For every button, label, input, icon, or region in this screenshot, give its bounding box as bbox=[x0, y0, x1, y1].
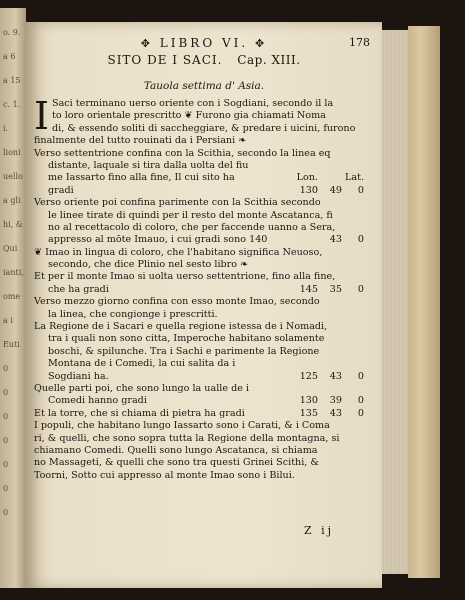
text-line bbox=[34, 383, 364, 395]
text-line bbox=[34, 247, 364, 259]
previous-page-fragment: 0 bbox=[3, 436, 9, 445]
degree-minutes bbox=[342, 309, 364, 321]
text-line-content: ❦ Imao in lingua di coloro, che l'habitano significa Neuoso, bbox=[34, 246, 323, 258]
signature-mark: Z ij bbox=[304, 524, 335, 537]
previous-page-fragment: lioni bbox=[3, 148, 21, 157]
text-line: finalmente del tutto rouinati da i Persiani ❧ bbox=[34, 135, 247, 147]
chapter-subtitle: SITO DE I SACI. bbox=[107, 53, 223, 67]
text-line-content: Et la torre, che si chiama di pietra ha gradi bbox=[34, 407, 245, 419]
text-line-content: Toorni, Sotto cui appresso al monte Imao sono i Bilui. bbox=[34, 469, 295, 481]
degree-minutes bbox=[342, 383, 364, 395]
degree-latitude bbox=[318, 309, 342, 321]
degree-longitude bbox=[333, 210, 344, 222]
text-line bbox=[34, 470, 364, 482]
text-line-content: gradi bbox=[48, 184, 74, 196]
degree-latitude bbox=[335, 346, 350, 358]
degree-latitude bbox=[342, 420, 353, 432]
previous-page-fragment: ome bbox=[3, 292, 21, 301]
previous-page-fragment: 0 bbox=[3, 364, 9, 373]
text-line-content: secondo, che dice Plinio nel sesto libro ❧ bbox=[48, 259, 249, 271]
text-line: to loro orientale prescritto ❦ Furono gia chiamati Noma bbox=[52, 110, 326, 122]
previous-page-fragment: 0 bbox=[3, 508, 9, 517]
degree-latitude: 43 bbox=[329, 234, 342, 246]
previous-page-fragment: Qui bbox=[3, 244, 18, 253]
degree-latitude: 43 bbox=[329, 407, 342, 419]
text-line bbox=[34, 284, 364, 296]
previous-page-fragment: uello bbox=[3, 172, 23, 181]
text-line bbox=[34, 433, 364, 445]
text-line bbox=[34, 234, 364, 246]
degree-latitude bbox=[346, 222, 356, 234]
degree-latitude bbox=[335, 457, 350, 469]
text-line bbox=[34, 185, 364, 197]
text-line-content: Verso oriente poi confina parimente con la Scithia secondo bbox=[34, 197, 321, 209]
text-line bbox=[34, 420, 364, 432]
degree-minutes bbox=[354, 210, 364, 222]
text-line bbox=[34, 333, 364, 345]
text-line bbox=[34, 321, 364, 333]
degree-latitude bbox=[344, 210, 354, 222]
degree-longitude bbox=[320, 296, 336, 308]
degree-latitude bbox=[348, 433, 356, 445]
degree-latitude bbox=[318, 358, 342, 370]
text-line-content: Et per il monte Imao si uolta uerso settentrione, fino alla fine, bbox=[34, 271, 336, 283]
previous-page-fragment: 0 bbox=[3, 388, 9, 397]
degree-longitude bbox=[319, 457, 335, 469]
previous-page-fragment: a 15 bbox=[3, 76, 21, 85]
degree-minutes: 0 bbox=[357, 395, 364, 407]
text-line bbox=[34, 210, 364, 222]
degree-longitude bbox=[292, 234, 318, 246]
previous-page-fragment: 0 bbox=[3, 484, 9, 493]
running-title: LIBRO VI. bbox=[159, 36, 249, 50]
text-line bbox=[34, 395, 364, 407]
previous-page-fragment: c. 1. bbox=[3, 100, 21, 109]
text-line bbox=[34, 445, 364, 457]
text-line bbox=[34, 222, 364, 234]
degree-latitude: 35 bbox=[329, 283, 342, 295]
chapter-number: Cap. XIII. bbox=[237, 53, 301, 67]
degree-latitude bbox=[346, 271, 356, 283]
text-line bbox=[34, 296, 364, 308]
text-line-content: Comedi hanno gradi bbox=[48, 395, 147, 407]
text-line bbox=[34, 259, 364, 271]
text-line: Saci terminano uerso oriente con i Sogdiani, secondo il la bbox=[52, 98, 334, 109]
previous-page-fragment: 0 bbox=[3, 412, 9, 421]
book-page bbox=[26, 22, 382, 588]
degree-minutes bbox=[357, 433, 365, 445]
degree-longitude bbox=[292, 309, 318, 321]
previous-page-fragment: ianti, bbox=[3, 268, 24, 277]
degree-minutes bbox=[350, 457, 364, 469]
degree-longitude bbox=[318, 445, 335, 457]
degree-longitude bbox=[335, 222, 345, 234]
degree-longitude bbox=[292, 383, 318, 395]
degree-longitude bbox=[324, 333, 338, 345]
text-line-content: la linea, che congionge i prescritti. bbox=[48, 308, 218, 320]
degree-longitude: 125 bbox=[299, 370, 318, 382]
previous-page-fragment: a i bbox=[3, 316, 13, 325]
degree-latitude bbox=[336, 197, 350, 209]
degree-minutes: 0 bbox=[357, 407, 364, 419]
text-line-content: me Iassarto fino alla fine, Il cui sito ha bbox=[48, 172, 235, 184]
text-line: distante, laquale si tira dalla uolta del fiu bbox=[48, 159, 249, 171]
text-line bbox=[34, 271, 364, 283]
previous-page-fragment: Euti bbox=[3, 340, 20, 349]
text-line: Verso settentrione confina con la Scithia, secondo la linea eq bbox=[34, 147, 331, 159]
previous-page-fragment: 0 bbox=[3, 460, 9, 469]
text-line-content: Quelle parti poi, che sono lungo la ualle de i bbox=[34, 382, 250, 394]
page-body bbox=[34, 94, 364, 482]
text-line: di, & essendo soliti di saccheggiare, & predare i uicini, furono bbox=[52, 122, 356, 134]
degree-minutes bbox=[343, 470, 364, 482]
degree-latitude: 39 bbox=[329, 395, 342, 407]
degree-minutes bbox=[352, 333, 364, 345]
previous-page-fragment: i. bbox=[3, 124, 9, 133]
degree-latitude bbox=[320, 470, 343, 482]
degree-longitude bbox=[335, 271, 345, 283]
text-line-content: tra i quali non sono citta, Imperoche habitano solamente bbox=[48, 333, 325, 345]
degree-longitude bbox=[319, 346, 335, 358]
text-line-content: ri, & quelli, che sono sopra tutta la Regione della montagna, si bbox=[34, 432, 340, 444]
text-line bbox=[34, 457, 364, 469]
degree-minutes: 0 bbox=[357, 234, 364, 246]
text-line bbox=[34, 358, 364, 370]
latitude-header: Lat. bbox=[345, 172, 364, 184]
degree-longitude bbox=[327, 321, 340, 333]
degree-latitude: 43 bbox=[329, 370, 342, 382]
text-line-content: Montana de i Comedi, la cui salita da i bbox=[48, 358, 236, 370]
degree-minutes bbox=[350, 346, 364, 358]
ornament-left: ✥ bbox=[140, 37, 153, 50]
degree-minutes bbox=[355, 271, 364, 283]
degree-minutes bbox=[353, 321, 364, 333]
text-line-content: chiamano Comedi. Quelli sono lungo Ascatanca, si chiama bbox=[34, 444, 318, 456]
degree-longitude: 130 bbox=[299, 184, 318, 196]
text-line-content: Sogdiani ha. bbox=[48, 370, 109, 382]
degree-minutes bbox=[342, 259, 364, 271]
previous-page-fragment: a 6 bbox=[3, 52, 16, 61]
degree-minutes bbox=[351, 247, 364, 259]
text-line-content: Verso mezzo giorno confina con esso monte Imao, secondo bbox=[34, 296, 320, 308]
degree-longitude: 130 bbox=[299, 395, 318, 407]
degree-minutes bbox=[350, 296, 364, 308]
degree-latitude bbox=[337, 247, 351, 259]
degree-latitude bbox=[339, 333, 352, 345]
degree-longitude bbox=[339, 433, 348, 445]
longitude-header: Lon. bbox=[296, 172, 318, 184]
degree-minutes bbox=[342, 358, 364, 370]
running-header bbox=[26, 36, 382, 50]
chapter-heading bbox=[26, 53, 382, 67]
degree-minutes bbox=[355, 222, 364, 234]
text-line bbox=[34, 371, 364, 383]
degree-longitude bbox=[295, 470, 320, 482]
text-line-content: boschi, & spilunche. Tra i Sachi e parimente la Regione bbox=[48, 345, 320, 357]
drop-cap: I bbox=[34, 94, 50, 138]
degree-latitude bbox=[318, 383, 342, 395]
text-line bbox=[34, 197, 364, 209]
degree-latitude bbox=[336, 296, 351, 308]
page-edges bbox=[382, 30, 408, 574]
degree-longitude bbox=[322, 247, 337, 259]
degree-minutes: 0 bbox=[357, 283, 364, 295]
degree-longitude bbox=[330, 420, 342, 432]
degree-longitude bbox=[321, 197, 337, 209]
degree-latitude bbox=[340, 321, 352, 333]
text-line-content: le linee tirate di quindi per il resto del monte Ascatanca, fi bbox=[48, 209, 333, 221]
degree-minutes: 0 bbox=[357, 370, 364, 382]
degree-latitude: 49 bbox=[329, 184, 342, 196]
text-line-content: La Regione de i Sacari e quella regione istessa de i Nomadi, bbox=[34, 321, 328, 333]
degree-minutes bbox=[350, 445, 364, 457]
degree-latitude bbox=[334, 445, 349, 457]
text-line-content: no Massageti, & quelli che sono tra questi Grinei Scithi, & bbox=[34, 457, 319, 469]
text-line-content: no al recettacolo di coloro, che per faccende uanno a Sera, bbox=[48, 221, 336, 233]
degree-minutes bbox=[351, 197, 364, 209]
text-line-content: appresso al mōte Imauo, i cui gradi sono 140 bbox=[48, 234, 268, 246]
text-line-content: che ha gradi bbox=[48, 283, 109, 295]
degree-longitude: 145 bbox=[299, 283, 318, 295]
ornament-right: ✥ bbox=[255, 37, 268, 50]
degree-latitude bbox=[318, 259, 342, 271]
degree-longitude bbox=[292, 259, 318, 271]
degree-longitude: 135 bbox=[299, 407, 318, 419]
text-line bbox=[34, 172, 364, 184]
degree-longitude bbox=[292, 358, 318, 370]
previous-page-fragment: hi, & bbox=[3, 220, 23, 229]
degree-minutes: 0 bbox=[357, 184, 364, 196]
degree-minutes bbox=[354, 420, 364, 432]
previous-page-fragment: a gli bbox=[3, 196, 21, 205]
previous-page-fragment: o. 9. bbox=[3, 28, 21, 37]
previous-page-edge bbox=[0, 8, 26, 588]
text-line bbox=[34, 408, 364, 420]
text-line-content: I populi, che habitano lungo Iassarto sono i Carati, & i Coma bbox=[34, 420, 330, 432]
folio-number: 178 bbox=[349, 36, 370, 49]
section-title: Tauola settima d' Asia. bbox=[143, 80, 265, 92]
text-line bbox=[34, 309, 364, 321]
book-cover bbox=[408, 26, 440, 578]
text-line bbox=[34, 346, 364, 358]
